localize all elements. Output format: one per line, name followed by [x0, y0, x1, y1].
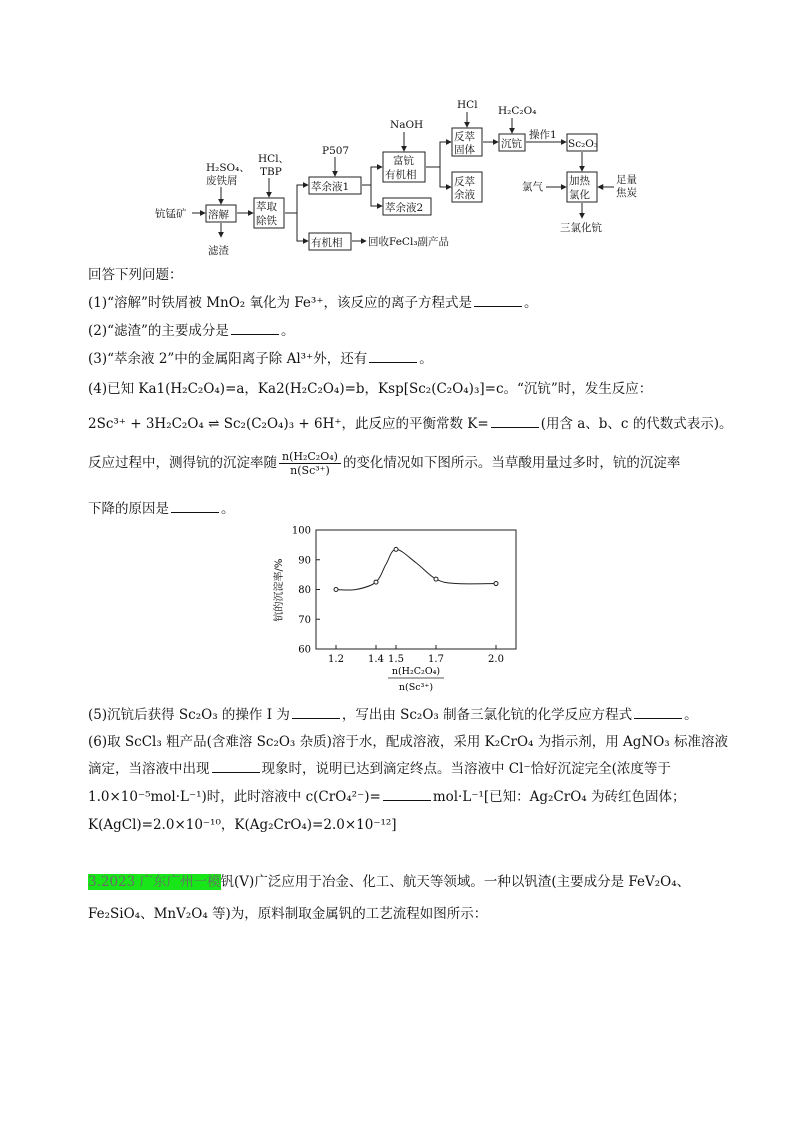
- flow-rich-2: 有机相: [385, 169, 417, 181]
- data-point: [374, 580, 378, 584]
- answer-blank: [171, 500, 219, 513]
- flow-back-liquid-2: 余液: [454, 189, 475, 201]
- question-1: (1)“溶解”时铁屑被 MnO₂ 氧化为 Fe³⁺，该反应的离子方程式是 。: [88, 295, 538, 311]
- flow-dissolve: 溶解: [208, 209, 229, 221]
- question-4-reason: 下降的原因是 。: [88, 501, 235, 517]
- ratio-fraction: $\frac{\text{n(H₂C₂O₄)}}{\text{n(Sc³⁺)}}$: [279, 450, 341, 477]
- question-7-b: Fe₂SiO₄、MnV₂O₄ 等)为，原料制取金属钒的工艺流程如图所示：: [88, 906, 488, 922]
- x-tick-label: 1.5: [388, 654, 404, 665]
- flow-organic: 有机相: [311, 237, 343, 249]
- flow-h2c2o4: H₂C₂O₄: [498, 105, 537, 117]
- question-3: (3)“萃余液 2”中的金属阳离子除 Al³⁺外，还有 。: [88, 351, 433, 367]
- question-4-ratio: 反应过程中，测得钪的沉淀率随 $\frac{\text{n(H₂C₂O₄)}}{\text{n(Sc³⁺)}}$ 的变化情况如下图所示。当草酸用量过多时，钪的沉淀率: [88, 450, 681, 477]
- data-point: [494, 582, 498, 586]
- y-tick-label: 70: [298, 614, 311, 626]
- series-line: [336, 549, 496, 590]
- flow-raffinate1: 萃余液1: [311, 181, 350, 193]
- answer-blank: [383, 788, 431, 801]
- precipitation-rate-chart: [260, 520, 540, 698]
- flow-residue: 滤渣: [208, 245, 229, 257]
- source-highlight-tag: 3.2023 广东广州一模: [88, 874, 221, 890]
- flow-back-solid-2: 固体: [454, 144, 475, 156]
- flow-rich-1: 富钪: [393, 155, 414, 167]
- process-flow-diagram: [150, 96, 637, 257]
- flow-p507: P507: [322, 145, 350, 157]
- flow-chlorinate-1: 加热: [569, 175, 590, 187]
- question-5: (5)沉钪后获得 Sc₂O₃ 的操作 I 为 ，写出由 Sc₂O₃ 制备三氯化钪的化学反应方程式 。: [88, 707, 698, 723]
- flow-precip: 沉钪: [501, 138, 522, 150]
- answer-blank: [634, 706, 682, 719]
- y-tick-label: 90: [298, 555, 311, 567]
- flow-coke-1: 足量: [616, 174, 637, 186]
- x-tick-label: 1.7: [428, 654, 444, 665]
- answer-blank: [474, 294, 522, 307]
- x-tick-label: 1.2: [328, 654, 344, 665]
- question-7-a: 3.2023 广东广州一模钒(V)广泛应用于冶金、化工、航天等领域。一种以钒渣(主要成分是 FeV₂O₄、: [88, 874, 691, 890]
- x-axis-label-denominator: n(Sc³⁺): [398, 682, 434, 693]
- flow-back-liquid-1: 反萃: [454, 176, 475, 188]
- flow-naoh: NaOH: [390, 119, 424, 131]
- flow-hcl-tbp-1: HCl、: [258, 153, 290, 165]
- flow-hcl-tbp-2: TBP: [260, 166, 282, 178]
- flow-extract-2: 除铁: [256, 215, 277, 227]
- data-point: [394, 547, 398, 551]
- question-4-given: (4)已知 Ka1(H₂C₂O₄)=a，Ka2(H₂C₂O₄)=b，Ksp[Sc₂(C₂O₄)₃]=c。“沉钪”时，发生反应：: [88, 381, 653, 397]
- data-point: [434, 577, 438, 581]
- y-axis-label: 钪的沉淀率/%: [274, 558, 285, 622]
- flow-hcl: HCl: [457, 99, 478, 111]
- x-tick-label: 1.4: [368, 654, 384, 665]
- x-axis-label-numerator: n(H₂C₂O₄): [391, 666, 441, 677]
- answer-blank: [231, 322, 279, 335]
- flow-chlorinate-2: 氯化: [569, 189, 590, 201]
- flow-extract-1: 萃取: [256, 201, 277, 213]
- flow-back-solid-1: 反萃: [454, 131, 475, 143]
- answer-blank: [212, 760, 260, 773]
- answer-blank: [369, 350, 417, 363]
- answer-intro: 回答下列问题：: [88, 267, 183, 283]
- x-tick-label: 2.0: [488, 654, 504, 665]
- flow-sc2o3: Sc₂O₃: [568, 138, 599, 150]
- question-6-c: 1.0×10⁻⁵mol·L⁻¹)时，此时溶液中 c(CrO₄²⁻)= mol·L⁻¹[已知：Ag₂CrO₄ 为砖红色固体；: [88, 789, 686, 805]
- question-6-d: K(AgCl)=2.0×10⁻¹⁰，K(Ag₂CrO₄)=2.0×10⁻¹²]: [88, 817, 397, 833]
- flow-coke-2: 焦炭: [616, 187, 637, 199]
- flow-raffinate2: 萃余液2: [385, 202, 424, 214]
- question-6-a: (6)取 ScCl₃ 粗产品(含难溶 Sc₂O₃ 杂质)溶于水，配成溶液，采用 K₂CrO₄ 为指示剂，用 AgNO₃ 标准溶液: [88, 734, 728, 750]
- flow-h2so4: H₂SO₄、: [206, 162, 250, 174]
- question-2: (2)“滤渣”的主要成分是 。: [88, 323, 295, 339]
- data-point: [334, 588, 338, 592]
- flow-product: 三氯化钪: [560, 222, 602, 234]
- question-6-b: 滴定，当溶液中出现 现象时，说明已达到滴定终点。当溶液中 Cl⁻恰好沉淀完全(浓度等于: [88, 761, 671, 777]
- y-tick-label: 100: [291, 525, 311, 537]
- flow-op1: 操作1: [529, 129, 557, 141]
- flow-scrap: 废铁屑: [206, 175, 238, 187]
- flow-recover: 回收FeCl₃副产品: [368, 236, 450, 248]
- question-4-equation: 2Sc³⁺ + 3H₂C₂O₄ ⇌ Sc₂(C₂O₄)₃ + 6H⁺，此反应的平衡常数 K= (用含 a、b、c 的代数式表示)。: [88, 416, 733, 432]
- flow-chlorine: 氯气: [522, 181, 543, 193]
- answer-blank: [292, 706, 340, 719]
- y-tick-label: 60: [298, 644, 311, 656]
- answer-blank: [491, 415, 539, 428]
- flow-start: 钪锰矿: [155, 208, 187, 220]
- y-tick-label: 80: [298, 585, 311, 596]
